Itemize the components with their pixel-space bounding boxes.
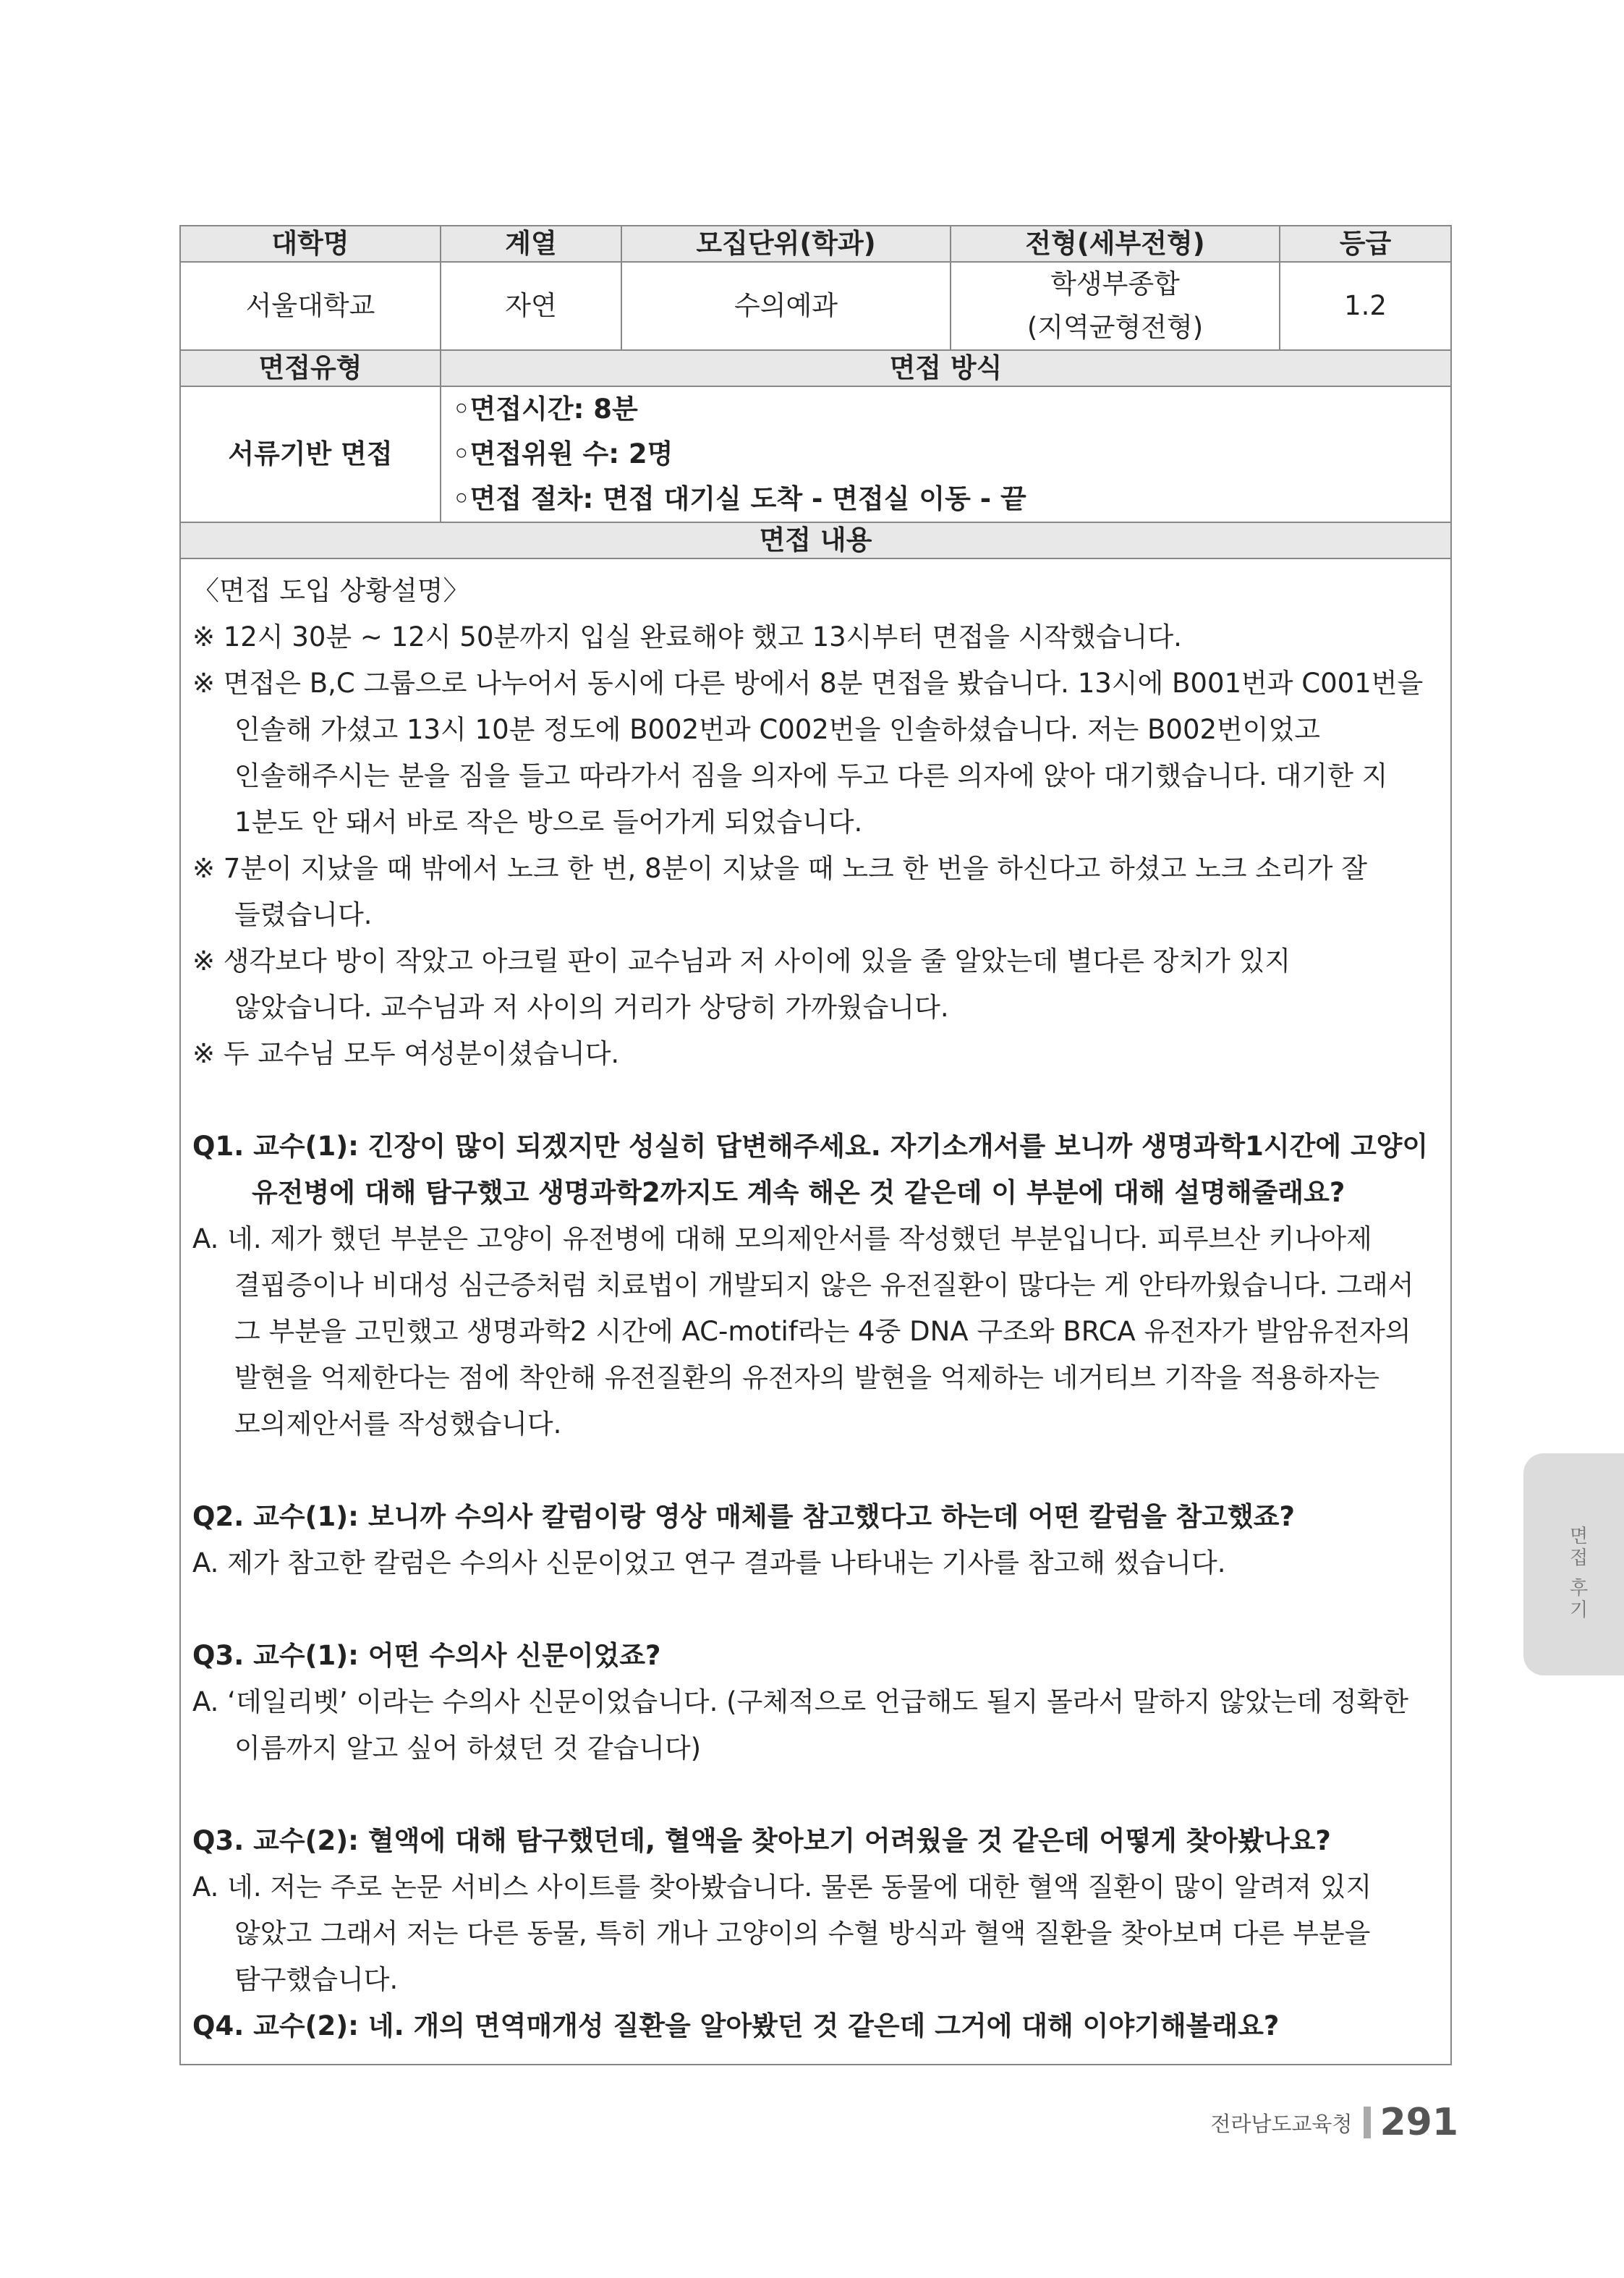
method-item: ◦면접위원 수: 2명	[453, 438, 673, 470]
note-item: ※ 생각보다 방이 작았고 아크릴 판이 교수님과 저 사이에 있을 줄 알았는데 별다른 장치가 있지 않았습니다. 교수님과 저 사이의 거리가 상당히 가까웠습니다.	[192, 945, 1291, 1024]
interview-table	[179, 225, 1452, 2065]
header-admission: 전형(세부전형)	[951, 226, 1280, 262]
header-interview-method: 면접 방식	[441, 350, 1451, 386]
interview-content	[180, 558, 1451, 2065]
admission-line-1: 학생부종합	[1050, 268, 1180, 300]
header-interview-type: 면접유형	[180, 350, 441, 386]
header-content: 면접 내용	[180, 522, 1451, 558]
value-admission	[951, 262, 1280, 350]
footer-divider	[1364, 2107, 1371, 2138]
answer-4: A. 네. 저는 주로 논문 서비스 사이트를 찾아봤습니다. 물론 동물에 대한 혈액 질환이 많이 알려져 있지 않았고 그래서 저는 다른 동물, 특히 개나 고양이의 수혈 방식과 혈액 질환을 찾아보며 다른 부분을 탐구했습니다.	[192, 1871, 1372, 1996]
content-row	[180, 558, 1451, 2065]
answer-3: A. ‘데일리벳’ 이라는 수의사 신문이었습니다. (구체적으로 언급해도 될지 몰라서 말하지 않았는데 정확한 이름까지 알고 싶어 하셨던 것 같습니다)	[192, 1686, 1408, 1764]
value-grade: 1.2	[1280, 262, 1451, 350]
note-item: ※ 7분이 지났을 때 밖에서 노크 한 번, 8분이 지났을 때 노크 한 번을 하신다고 하셨고 노크 소리가 잘 들렸습니다.	[192, 853, 1367, 931]
question-2: Q2. 교수(1): 보니까 수의사 칼럼이랑 영상 매체를 참고했다고 하는데 어떤 칼럼을 참고했죠?	[192, 1501, 1295, 1533]
value-university: 서울대학교	[180, 262, 441, 350]
header-field: 계열	[441, 226, 621, 262]
answer-1: A. 네. 제가 했던 부분은 고양이 유전병에 대해 모의제안서를 작성했던 부분입니다. 피루브산 키나아제 결핍증이나 비대성 심근증처럼 치료법이 개발되지 않은 유전질환이 많다는 게 안타까웠습니다. 그래서 그 부분을 고민했고 생명과학2 시간에 AC-motif라는 4중 DNA 구조와 BRCA 유전자가 발암유전자의 발현을 억제한다는 점에 착안해 유전질환의 유전자의 발현을 억제하는 네거티브 기작을 적용하자는 모의제안서를 작성했습니다.	[192, 1223, 1414, 1440]
header-university: 대학명	[180, 226, 441, 262]
method-item: ◦면접 절차: 면접 대기실 도착 - 면접실 이동 - 끝	[453, 483, 1026, 515]
interview-type: 서류기반 면접	[180, 386, 441, 522]
value-unit: 수의예과	[621, 262, 951, 350]
header-grade: 등급	[1280, 226, 1451, 262]
value-field: 자연	[441, 262, 621, 350]
method-item: ◦면접시간: 8분	[453, 394, 638, 425]
note-item: ※ 면접은 B,C 그룹으로 나누어서 동시에 다른 방에서 8분 면접을 봤습니다. 13시에 B001번과 C001번을 인솔해 가셨고 13시 10분 정도에 B002번과 C002번을 인솔하셨습니다. 저는 B002번이었고 인솔해주시는 분을 짐을 들고 따라가서 짐을 의자에 두고 다른 의자에 앉아 대기했습니다. 대기한 지 1분도 안 돼서 바로 작은 방으로 들어가게 되었습니다.	[192, 668, 1424, 838]
admission-line-2: (지역균형전형)	[1026, 312, 1204, 344]
page-footer	[1210, 2101, 1458, 2144]
intro-title: 〈면접 도입 상황설명〉	[192, 575, 470, 607]
header-row	[180, 226, 1451, 262]
interview-method-list	[441, 386, 1451, 522]
question-4: Q3. 교수(2): 혈액에 대해 탐구했던데, 혈액을 찾아보기 어려웠을 것 같은데 어떻게 찾아봤나요?	[192, 1825, 1331, 1857]
publisher-name: 전라남도교육청	[1210, 2111, 1353, 2136]
question-3: Q3. 교수(1): 어떤 수의사 신문이었죠?	[192, 1640, 661, 1672]
answer-2: A. 제가 참고한 칼럼은 수의사 신문이었고 연구 결과를 나타내는 기사를 참고해 썼습니다.	[192, 1547, 1226, 1579]
content-header-row	[180, 522, 1451, 558]
side-tab-label: 면접 후기	[1566, 1526, 1588, 1622]
page-number: 291	[1379, 2101, 1458, 2144]
interview-header-row	[180, 350, 1451, 386]
question-5: Q4. 교수(2): 네. 개의 면역매개성 질환을 알아봤던 것 같은데 그거에 대해 이야기해볼래요?	[192, 2010, 1280, 2042]
header-unit: 모집단위(학과)	[621, 226, 951, 262]
note-item: ※ 두 교수님 모두 여성분이셨습니다.	[192, 1038, 620, 1070]
question-1: Q1. 교수(1): 긴장이 많이 되겠지만 성실히 답변해주세요. 자기소개서를 보니까 생명과학1시간에 고양이 유전병에 대해 탐구했고 생명과학2까지도 계속 해온 것 같은데 이 부분에 대해 설명해줄래요?	[192, 1131, 1429, 1209]
info-row	[180, 262, 1451, 350]
section-side-tab	[1523, 1453, 1624, 1675]
interview-row	[180, 386, 1451, 522]
note-item: ※ 12시 30분 ~ 12시 50분까지 입실 완료해야 했고 13시부터 면접을 시작했습니다.	[192, 621, 1182, 653]
